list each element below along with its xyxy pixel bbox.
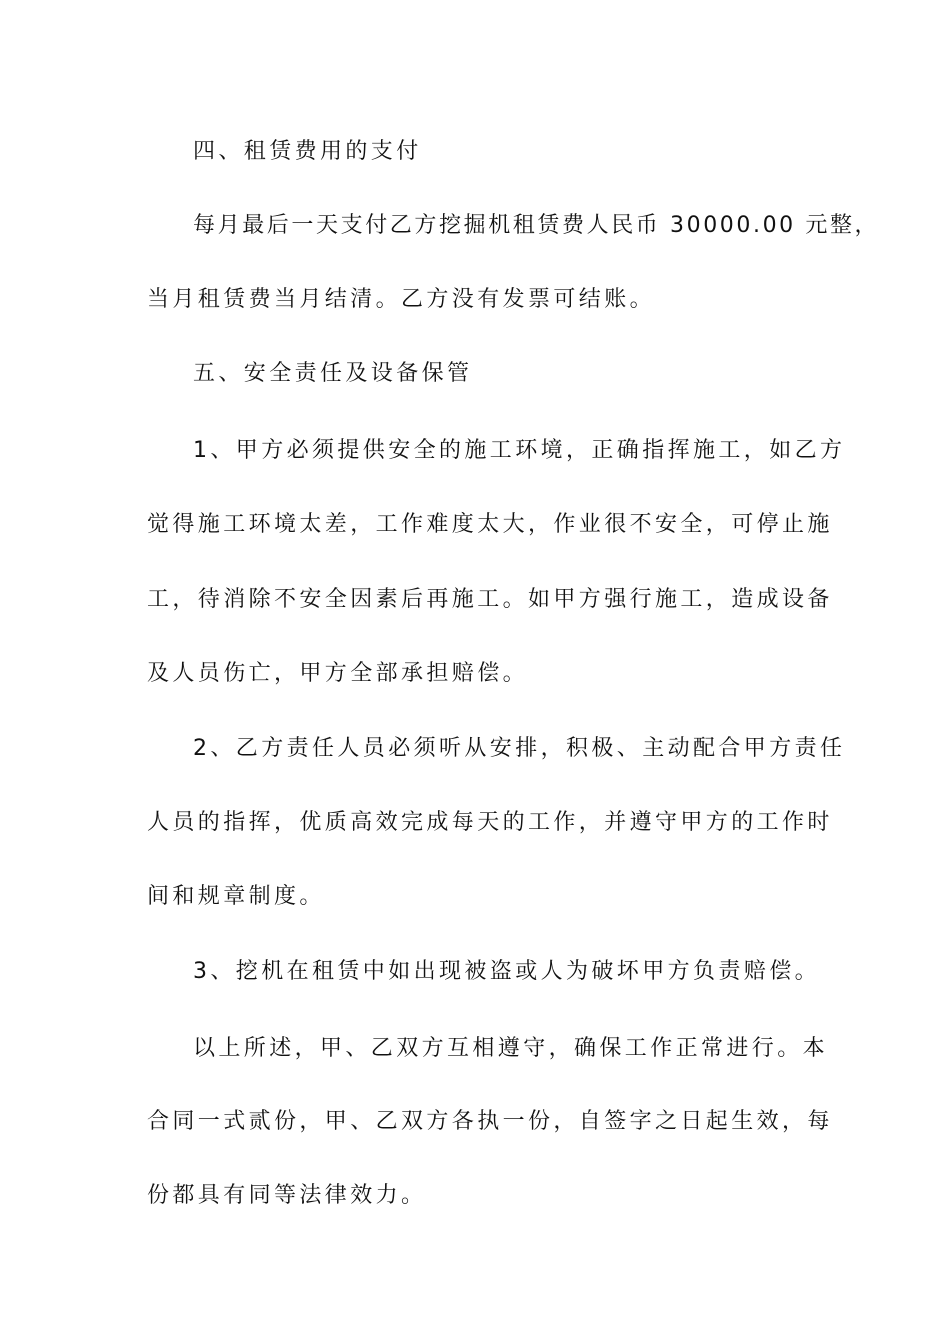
paragraph-line: 以上所述，甲、乙双方互相遵守，确保工作正常进行。本 — [193, 1036, 829, 1061]
paragraph-line: 觉得施工环境太差，工作难度太大，作业很不安全，可停止施 — [147, 512, 833, 537]
paragraph-line: 份都具有同等法律效力。 — [147, 1183, 427, 1208]
paragraph-line: 每月最后一天支付乙方挖掘机租赁费人民币 30000.00 元整， — [193, 213, 880, 238]
paragraph-line: 3、挖机在租赁中如出现被盗或人为破坏甲方负责赔偿。 — [193, 959, 820, 984]
paragraph-line: 合同一式贰份，甲、乙双方各执一份，自签字之日起生效，每 — [147, 1109, 833, 1134]
paragraph-line: 当月租赁费当月结清。乙方没有发票可结账。 — [147, 287, 656, 312]
paragraph-line: 1、甲方必须提供安全的施工环境，正确指挥施工，如乙方 — [193, 438, 846, 463]
section-heading-safety: 五、安全责任及设备保管 — [193, 361, 473, 386]
paragraph-line: 人员的指挥，优质高效完成每天的工作，并遵守甲方的工作时 — [147, 810, 833, 835]
paragraph-line: 间和规章制度。 — [147, 884, 325, 909]
paragraph-line: 2、乙方责任人员必须听从安排，积极、主动配合甲方责任 — [193, 736, 846, 761]
paragraph-line: 及人员伤亡，甲方全部承担赔偿。 — [147, 661, 529, 686]
paragraph-line: 工，待消除不安全因素后再施工。如甲方强行施工，造成设备 — [147, 587, 833, 612]
section-heading-payment: 四、租赁费用的支付 — [193, 139, 422, 164]
